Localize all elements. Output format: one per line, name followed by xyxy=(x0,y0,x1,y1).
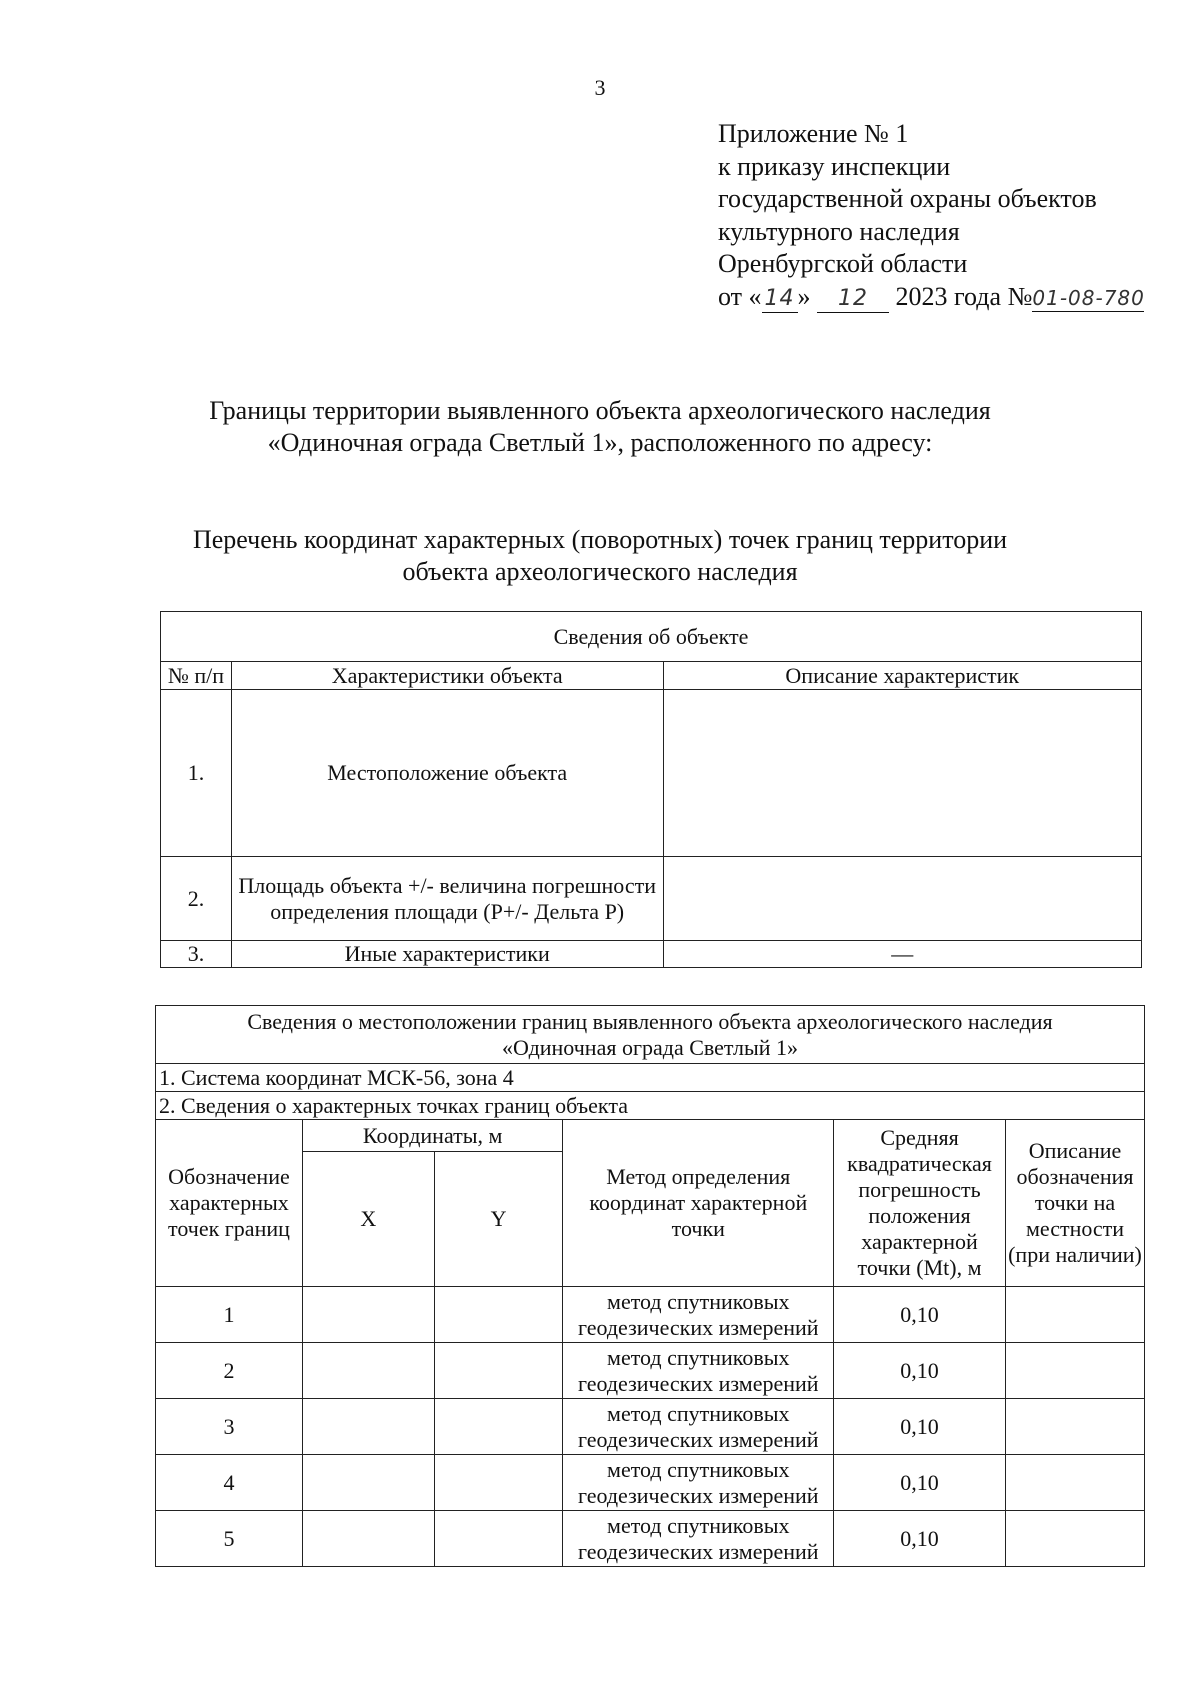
document-title xyxy=(0,395,1200,459)
point-error: 0,10 xyxy=(834,1287,1006,1343)
appendix-line-3: государственной охраны объектов xyxy=(718,184,1097,213)
point-error: 0,10 xyxy=(834,1343,1006,1399)
location-header-line-2: «Одиночная ограда Светлый 1» xyxy=(501,1034,799,1060)
table-row xyxy=(156,1399,1145,1455)
point-error: 0,10 xyxy=(834,1455,1006,1511)
point-desc xyxy=(1006,1455,1145,1511)
point-error: 0,10 xyxy=(834,1511,1006,1567)
row-desc: — xyxy=(663,941,1142,968)
point-desc xyxy=(1006,1511,1145,1567)
row-char: Местоположение объекта xyxy=(231,690,663,857)
col-point-desc-header: Описание обозначения точки на местности (при наличии) xyxy=(1006,1120,1145,1287)
date-prefix: от « xyxy=(718,281,762,311)
point-id: 4 xyxy=(156,1455,303,1511)
table-row xyxy=(156,1511,1145,1567)
appendix-line-4: культурного наследия xyxy=(718,216,960,246)
appendix-line-5: Оренбургской области xyxy=(718,249,968,278)
table-row xyxy=(161,941,1142,968)
point-x xyxy=(302,1399,434,1455)
location-columns-row-1 xyxy=(156,1120,1145,1152)
point-y xyxy=(434,1287,563,1343)
point-x xyxy=(302,1343,434,1399)
appendix-line-1: Приложение № 1 xyxy=(718,119,909,148)
table-row xyxy=(156,1455,1145,1511)
appendix-block xyxy=(718,118,1144,313)
page-number: 3 xyxy=(594,75,606,100)
col-desc-header: Описание характеристик xyxy=(663,662,1142,690)
point-method: метод спутниковых геодезических измерений xyxy=(563,1455,834,1511)
location-table-header-row xyxy=(156,1006,1145,1064)
subtitle-line-1: Перечень координат характерных (поворотных) точек границ территории xyxy=(192,525,1008,554)
table-row xyxy=(161,690,1142,857)
col-coords-header: Координаты, м xyxy=(302,1120,563,1152)
col-y-header: Y xyxy=(434,1152,563,1287)
point-desc xyxy=(1006,1343,1145,1399)
coordinate-system-row xyxy=(156,1064,1145,1092)
date-month: 12 xyxy=(817,286,889,313)
table-row xyxy=(156,1287,1145,1343)
title-line-1: Границы территории выявленного объекта археологического наследия xyxy=(209,396,991,425)
coordinate-system: 1. Система координат МСК-56, зона 4 xyxy=(156,1064,1145,1092)
object-table-header-row xyxy=(161,612,1142,662)
point-y xyxy=(434,1399,563,1455)
table-row xyxy=(156,1343,1145,1399)
point-id: 3 xyxy=(156,1399,303,1455)
row-desc xyxy=(663,690,1142,857)
point-desc xyxy=(1006,1399,1145,1455)
col-method-header: Метод определения координат характерной точки xyxy=(563,1120,834,1287)
point-y xyxy=(434,1343,563,1399)
col-x-header: X xyxy=(302,1152,434,1287)
point-method: метод спутниковых геодезических измерений xyxy=(563,1287,834,1343)
point-method: метод спутниковых геодезических измерений xyxy=(563,1511,834,1567)
point-desc xyxy=(1006,1287,1145,1343)
point-x xyxy=(302,1455,434,1511)
row-desc xyxy=(663,857,1142,941)
point-x xyxy=(302,1287,434,1343)
point-y xyxy=(434,1511,563,1567)
row-char: Площадь объекта +/- величина погрешности определения площади (Р+/- Дельта Р) xyxy=(231,857,663,941)
col-point-header: Обозначение характерных точек границ xyxy=(156,1120,303,1287)
col-num-header: № п/п xyxy=(161,662,232,690)
boundary-location-table xyxy=(155,1005,1145,1567)
point-id: 2 xyxy=(156,1343,303,1399)
points-title-row xyxy=(156,1092,1145,1120)
points-title: 2. Сведения о характерных точках границ объекта xyxy=(156,1092,1145,1120)
row-num: 1. xyxy=(161,690,232,857)
order-number: 01-08-780 xyxy=(1032,285,1145,310)
subtitle-line-2: объекта археологического наследия xyxy=(402,557,798,586)
title-line-2: «Одиночная ограда Светлый 1», расположенного по адресу: xyxy=(267,428,933,457)
row-char: Иные характеристики xyxy=(231,941,663,968)
object-info-table xyxy=(160,611,1142,968)
date-year: 2023 года № xyxy=(895,281,1033,311)
document-subtitle xyxy=(0,524,1200,588)
point-x xyxy=(302,1511,434,1567)
col-error-header: Средняя квадратическая погрешность положения характерной точки (Mt), м xyxy=(834,1120,1006,1287)
row-num: 2. xyxy=(161,857,232,941)
point-method: метод спутниковых геодезических измерений xyxy=(563,1399,834,1455)
object-table-columns xyxy=(161,662,1142,690)
point-method: метод спутниковых геодезических измерений xyxy=(563,1343,834,1399)
date-separator: » xyxy=(797,281,811,311)
location-table-header xyxy=(156,1006,1145,1064)
table-row xyxy=(161,857,1142,941)
date-day: 14 xyxy=(762,286,798,313)
row-num: 3. xyxy=(161,941,232,968)
object-table-header: Сведения об объекте xyxy=(161,612,1142,662)
appendix-date-line xyxy=(718,281,1144,314)
point-y xyxy=(434,1455,563,1511)
point-id: 5 xyxy=(156,1511,303,1567)
point-error: 0,10 xyxy=(834,1399,1006,1455)
location-header-line-1: Сведения о местоположении границ выявленного объекта археологического наследия xyxy=(247,1008,1053,1034)
point-id: 1 xyxy=(156,1287,303,1343)
appendix-line-2: к приказу инспекции xyxy=(718,151,951,181)
col-char-header: Характеристики объекта xyxy=(231,662,663,690)
